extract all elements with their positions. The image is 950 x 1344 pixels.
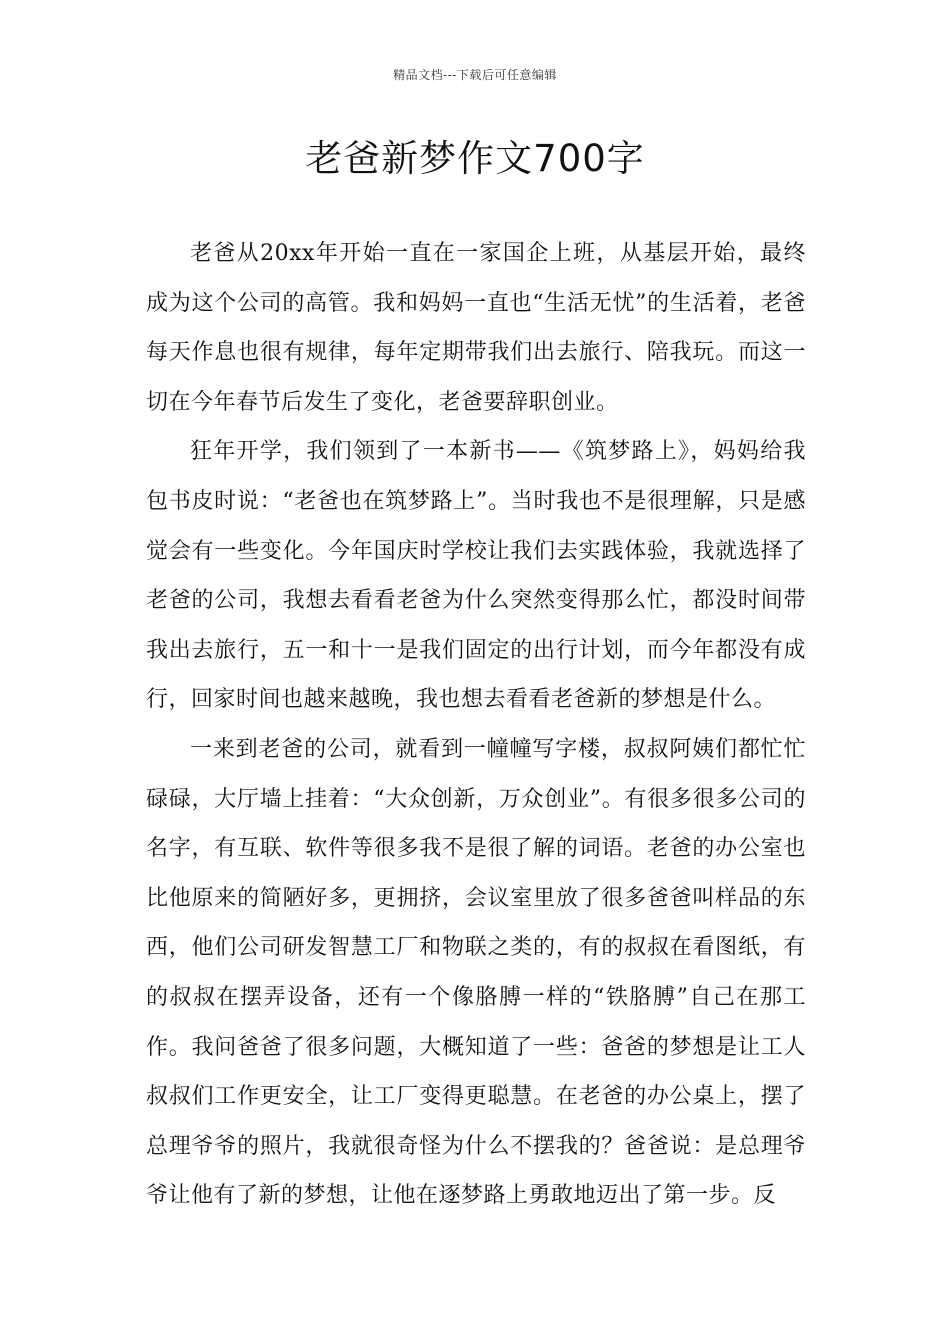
document-body <box>146 229 806 1221</box>
header-note: 精品文档---下载后可任意编辑 <box>393 68 557 82</box>
paragraph-3: 一来到老爸的公司，就看到一幢幢写字楼，叔叔阿姨们都忙忙碌碌，大厅墙上挂着：“大众创新，万众创业”。有很多很多公司的名字，有互联、软件等很多我不是很了解的词语。老爸的办公室也比他原来的简陋好多，更拥挤，会议室里放了很多爸爸叫样品的东西，他们公司研发智慧工厂和物联之类的，有的叔叔在看图纸，有的叔叔在摆弄设备，还有一个像胳膊一样的“铁胳膊”自己在那工作。我问爸爸了很多问题，大概知道了一些：爸爸的梦想是让工人叔叔们工作更安全，让工厂变得更聪慧。在老爸的办公桌上，摆了总理爷爷的照片，我就很奇怪为什么不摆我的？爸爸说：是总理爷爷让他有了新的梦想，让他在逐梦路上勇敢地迈出了第一步。反 <box>146 736 806 1209</box>
paragraph-2: 狂年开学，我们领到了一本新书——《筑梦路上》，妈妈给我包书皮时说：“老爸也在筑梦路上”。当时我也不是很理解，只是感觉会有一些变化。今年国庆时学校让我们去实践体验，我就选择了老爸的公司，我想去看看老爸为什么突然变得那么忙，都没时间带我出去旅行，五一和十一是我们固定的出行计划，而今年都没有成行，回家时间也越来越晚，我也想去看看老爸新的梦想是什么。 <box>146 439 806 713</box>
document-title: 老爸新梦作文700字 <box>305 137 645 180</box>
paragraph-1: 老爸从20xx年开始一直在一家国企上班，从基层开始，最终成为这个公司的高管。我和妈妈一直也“生活无忧”的生活着，老爸每天作息也很有规律，每年定期带我们出去旅行、陪我玩。而这一切在今年春节后发生了变化，老爸要辞职创业。 <box>146 241 806 415</box>
